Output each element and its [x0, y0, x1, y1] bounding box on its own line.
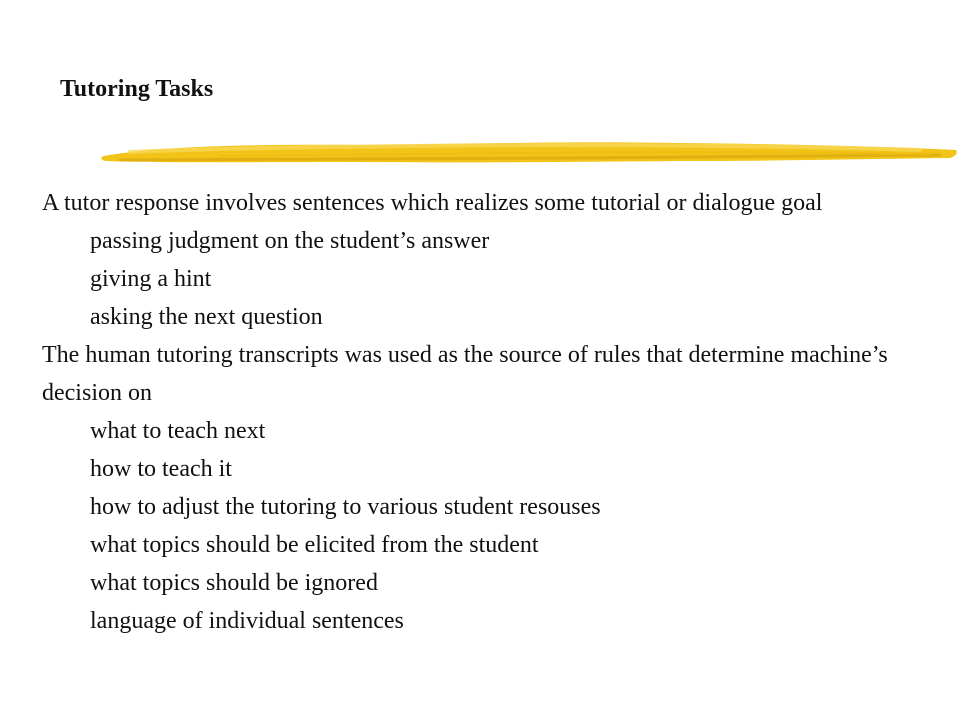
list-item: passing judgment on the student’s answer — [90, 228, 490, 254]
slide-title: Tutoring Tasks — [60, 76, 214, 102]
paragraph-transcripts: The human tutoring transcripts was used as the source of rules that determine machine’s decision on — [42, 342, 888, 406]
slide-body — [42, 184, 922, 640]
brush-stroke-divider — [100, 132, 960, 174]
list-item: language of individual sentences — [90, 608, 404, 634]
list-item: how to adjust the tutoring to various student resouses — [90, 494, 601, 520]
paragraph-tutor-response: A tutor response involves sentences which realizes some tutorial or dialogue goal — [42, 190, 823, 216]
list-item: asking the next question — [90, 304, 323, 330]
list-item: what topics should be elicited from the student — [90, 532, 539, 558]
list-item: giving a hint — [90, 266, 212, 292]
list-item: how to teach it — [90, 456, 232, 482]
list-item: what topics should be ignored — [90, 570, 378, 596]
list-item: what to teach next — [90, 418, 266, 444]
